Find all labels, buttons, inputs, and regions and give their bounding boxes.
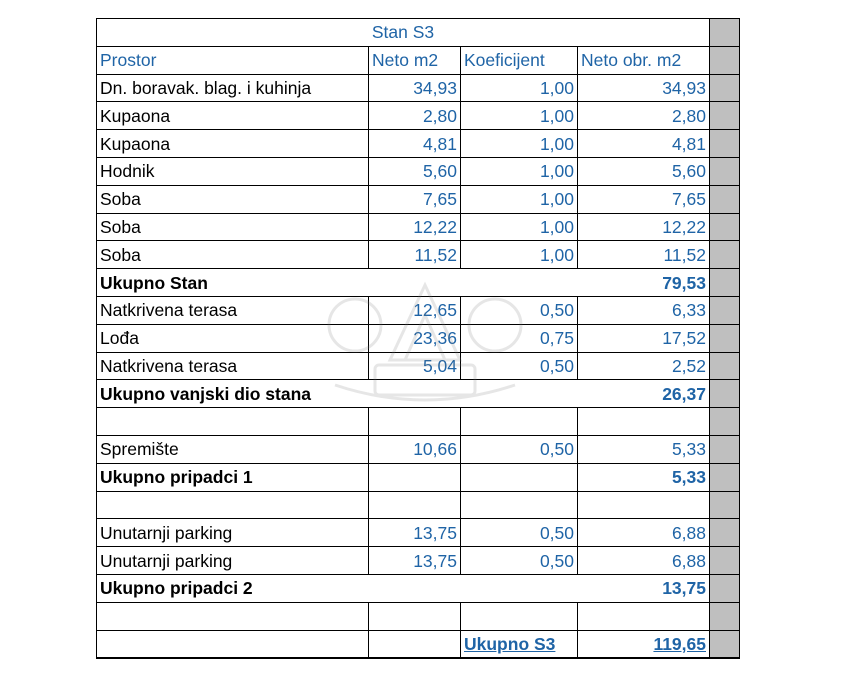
room-name: Soba [97,185,369,213]
neto-value: 2,80 [369,102,461,130]
koef-value: 1,00 [461,185,578,213]
room-name: Kupaona [97,130,369,158]
empty-cell [461,491,578,519]
koef-value: 0,75 [461,324,578,352]
koef-value: 1,00 [461,241,578,269]
shaded-cell [710,46,740,74]
room-name: Dn. boravak. blag. i kuhinja [97,74,369,102]
header-prostor: Prostor [97,46,369,74]
neto-value: 13,75 [369,547,461,575]
empty-cell [461,380,578,408]
empty-cell [461,408,578,436]
subtotal-row [97,269,740,297]
obr-value: 2,52 [578,352,710,380]
obr-value: 6,88 [578,547,710,575]
subtotal-value: 5,33 [578,463,710,491]
shaded-cell [710,630,740,658]
room-name: Hodnik [97,157,369,185]
neto-value: 11,52 [369,241,461,269]
shaded-cell [710,324,740,352]
koef-value: 0,50 [461,435,578,463]
subtotal-label: Ukupno pripadci 2 [97,574,369,602]
empty-cell [97,602,369,630]
obr-value: 12,22 [578,213,710,241]
shaded-cell [710,185,740,213]
shaded-cell [710,602,740,630]
room-name: Spremište [97,435,369,463]
neto-value: 23,36 [369,324,461,352]
obr-value: 11,52 [578,241,710,269]
shaded-cell [710,491,740,519]
subtotal-row [97,574,740,602]
room-name: Soba [97,241,369,269]
koef-value: 1,00 [461,74,578,102]
shaded-cell [710,574,740,602]
area-table [96,18,740,659]
table-row [97,157,740,185]
koef-value: 0,50 [461,296,578,324]
empty-cell [578,602,710,630]
grand-total-label[interactable]: Ukupno S3 [461,630,578,658]
empty-cell [369,630,461,658]
neto-value: 12,65 [369,296,461,324]
room-name: Lođa [97,324,369,352]
table-row [97,547,740,575]
neto-value: 7,65 [369,185,461,213]
shaded-cell [710,74,740,102]
subtotal-row [97,380,740,408]
table-row [97,130,740,158]
header-row [97,46,740,74]
room-name: Unutarnji parking [97,519,369,547]
koef-value: 1,00 [461,157,578,185]
table-row [97,213,740,241]
shaded-cell [710,19,740,47]
empty-cell [97,491,369,519]
shaded-cell [710,380,740,408]
title-row [97,19,740,47]
shaded-cell [710,213,740,241]
shaded-cell [710,352,740,380]
room-name: Kupaona [97,102,369,130]
header-neto: Neto m2 [369,46,461,74]
table-row [97,324,740,352]
neto-value: 5,60 [369,157,461,185]
subtotal-label: Ukupno Stan [97,269,369,297]
koef-value: 0,50 [461,547,578,575]
shaded-cell [710,435,740,463]
neto-value: 34,93 [369,74,461,102]
shaded-cell [710,157,740,185]
empty-cell [369,380,461,408]
room-name: Soba [97,213,369,241]
obr-value: 6,88 [578,519,710,547]
obr-value: 34,93 [578,74,710,102]
shaded-cell [710,269,740,297]
table-row [97,435,740,463]
neto-value: 13,75 [369,519,461,547]
spacer-row [97,491,740,519]
neto-value: 4,81 [369,130,461,158]
subtotal-value: 26,37 [578,380,710,408]
empty-cell [578,491,710,519]
empty-cell [461,269,578,297]
empty-cell [369,574,461,602]
header-koef: Koeficijent [461,46,578,74]
obr-value: 17,52 [578,324,710,352]
obr-value: 5,60 [578,157,710,185]
shaded-cell [710,130,740,158]
empty-cell [97,408,369,436]
empty-cell [578,408,710,436]
spacer-row [97,408,740,436]
room-name: Natkrivena terasa [97,296,369,324]
shaded-cell [710,463,740,491]
obr-value: 5,33 [578,435,710,463]
neto-value: 12,22 [369,213,461,241]
koef-value: 0,50 [461,352,578,380]
grand-total-row [97,630,740,658]
shaded-cell [710,408,740,436]
empty-cell [369,491,461,519]
shaded-cell [710,547,740,575]
neto-value: 5,04 [369,352,461,380]
shaded-cell [710,102,740,130]
table-row [97,352,740,380]
empty-cell [369,602,461,630]
koef-value: 0,50 [461,519,578,547]
koef-value: 1,00 [461,130,578,158]
empty-cell [97,630,369,658]
table-row [97,296,740,324]
subtotal-value: 13,75 [578,574,710,602]
table-title: Stan S3 [97,19,710,47]
empty-cell [461,602,578,630]
table-row [97,185,740,213]
koef-value: 1,00 [461,213,578,241]
shaded-cell [710,296,740,324]
room-name: Natkrivena terasa [97,352,369,380]
koef-value: 1,00 [461,102,578,130]
obr-value: 2,80 [578,102,710,130]
subtotal-label: Ukupno vanjski dio stana [97,380,369,408]
neto-value: 10,66 [369,435,461,463]
empty-cell [369,269,461,297]
subtotal-value: 79,53 [578,269,710,297]
empty-cell [369,408,461,436]
subtotal-label: Ukupno pripadci 1 [97,463,369,491]
grand-total-value[interactable]: 119,65 [578,630,710,658]
spacer-row [97,602,740,630]
room-name: Unutarnji parking [97,547,369,575]
empty-cell [461,574,578,602]
table-row [97,241,740,269]
shaded-cell [710,519,740,547]
table-row [97,519,740,547]
table-row [97,102,740,130]
table-row [97,74,740,102]
shaded-cell [710,241,740,269]
header-obr: Neto obr. m2 [578,46,710,74]
obr-value: 4,81 [578,130,710,158]
obr-value: 6,33 [578,296,710,324]
empty-cell [369,463,461,491]
subtotal-row [97,463,740,491]
empty-cell [461,463,578,491]
obr-value: 7,65 [578,185,710,213]
